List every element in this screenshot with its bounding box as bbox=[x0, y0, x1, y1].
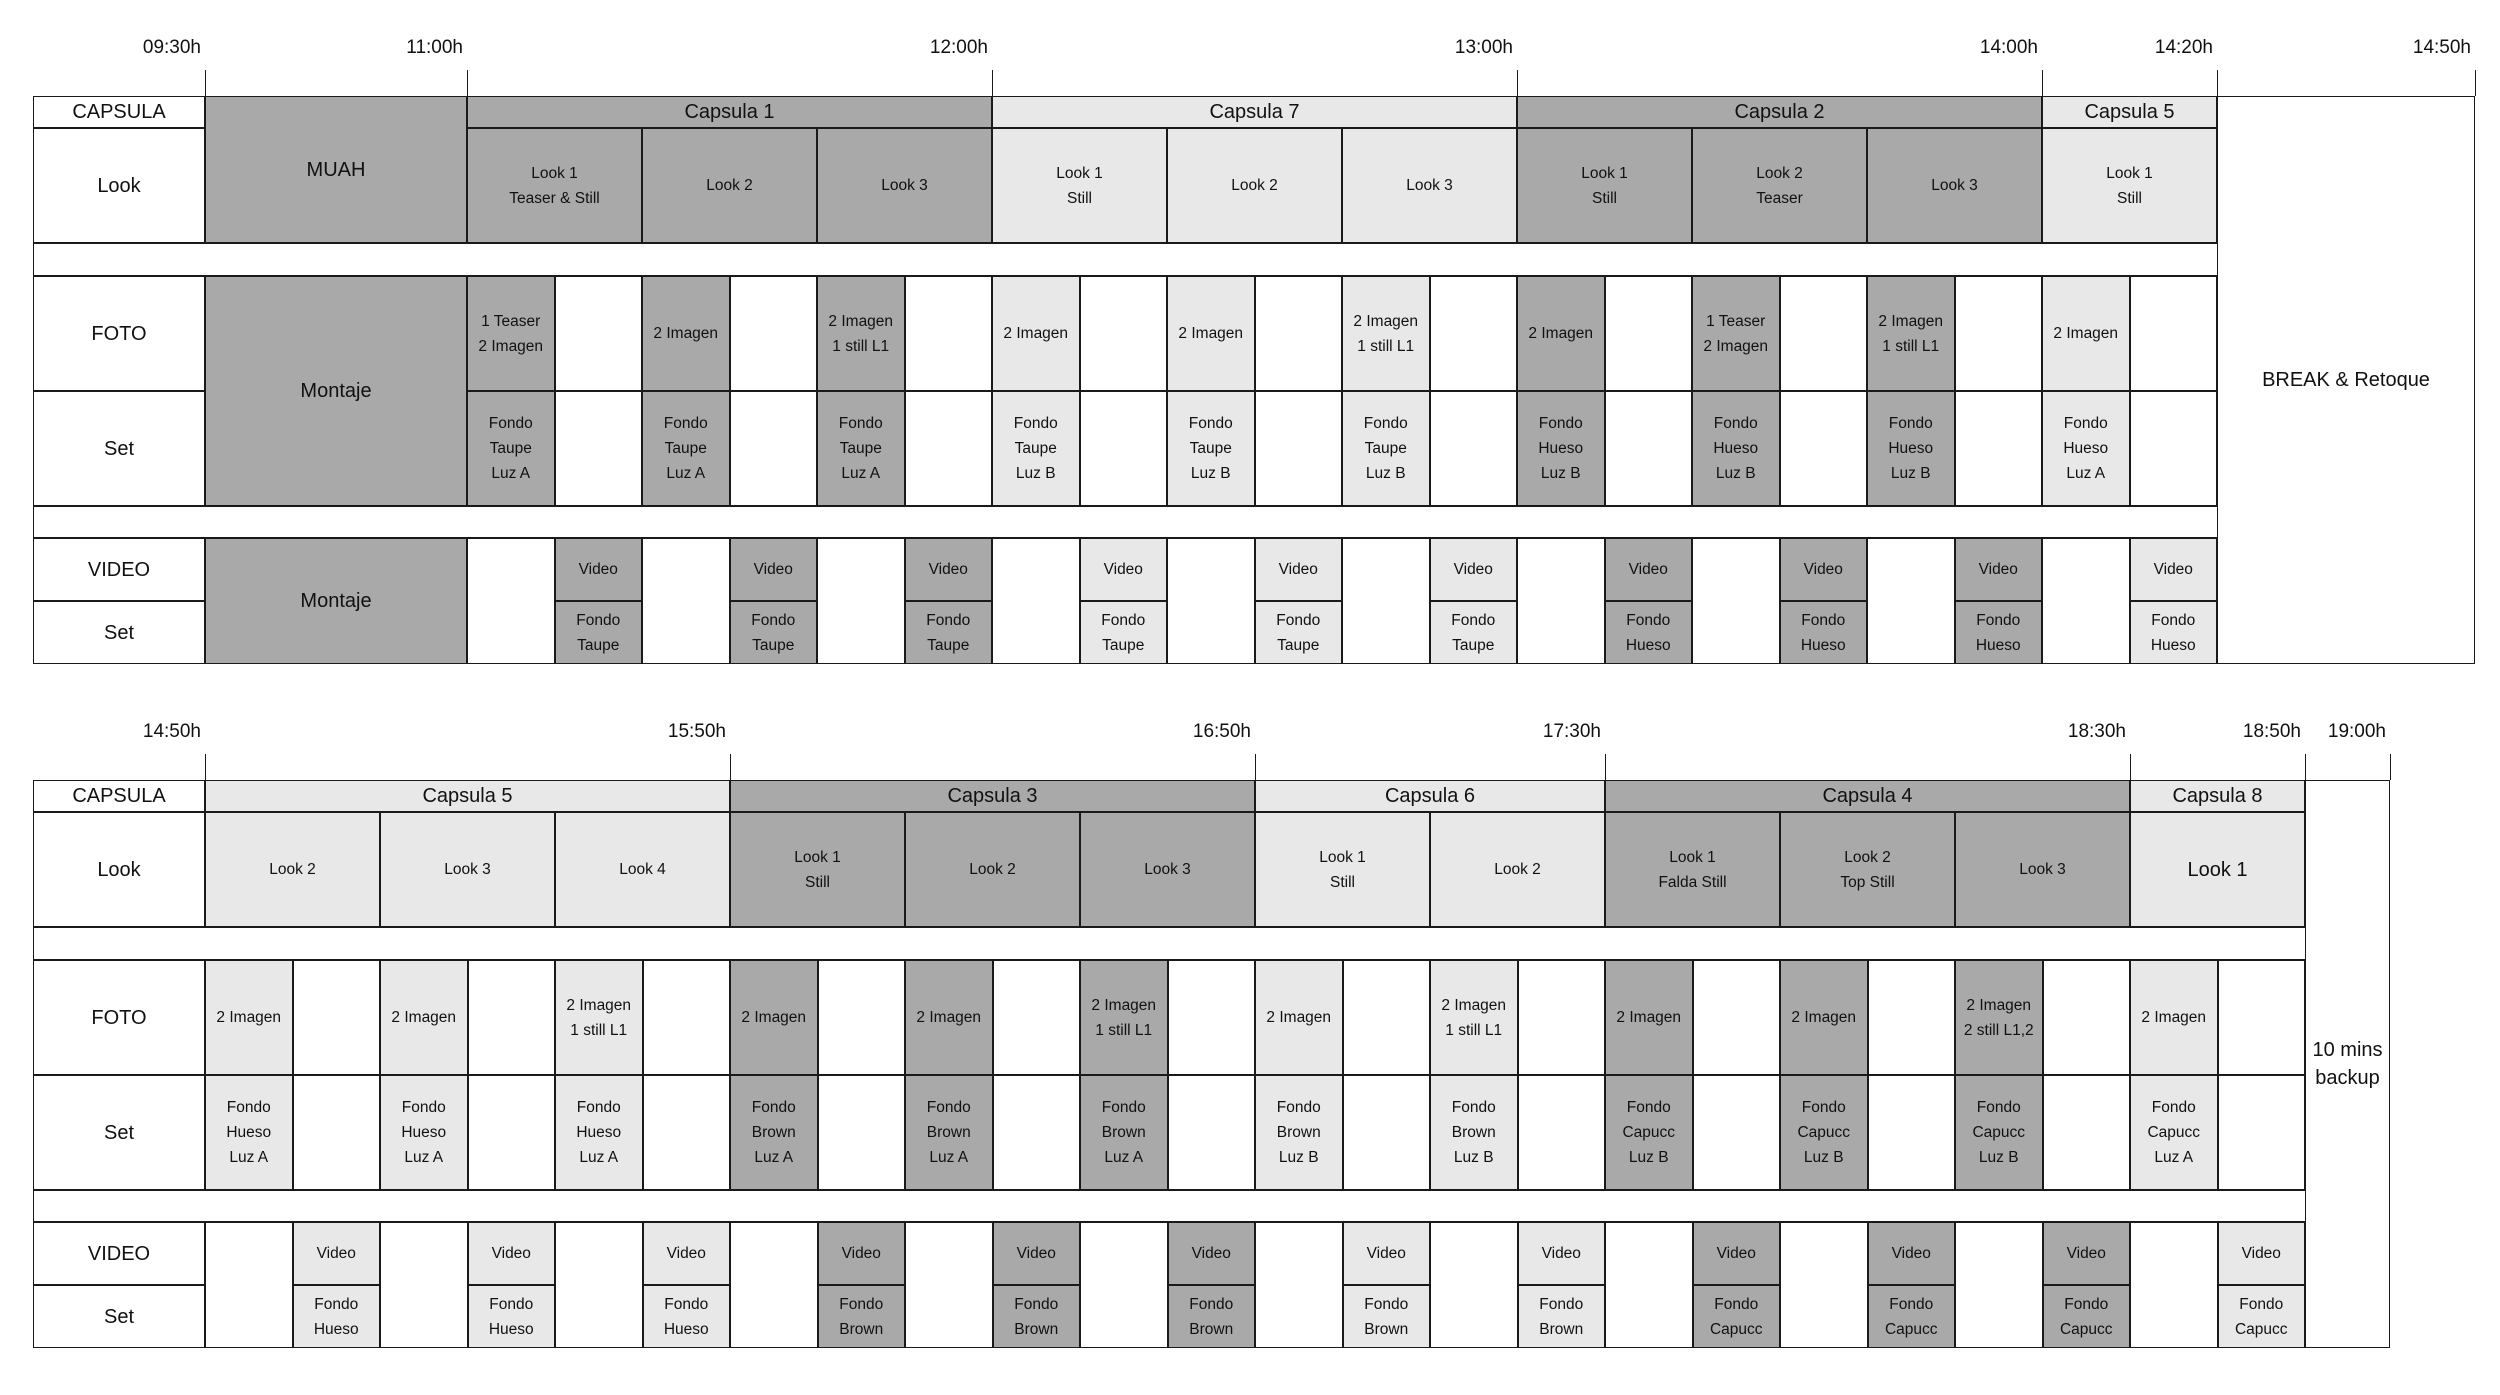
time-label: 11:00h bbox=[406, 37, 463, 58]
capsula-header: Capsula 1 bbox=[467, 96, 992, 128]
foto-set-gap bbox=[643, 1075, 731, 1190]
video-cell: Video bbox=[1168, 1222, 1256, 1285]
look-cell: Look 2 Teaser bbox=[1692, 128, 1867, 243]
video-gap bbox=[2042, 538, 2130, 664]
time-label: 17:30h bbox=[1542, 721, 1601, 742]
foto-cell: 2 Imagen bbox=[1255, 960, 1343, 1075]
time-tick bbox=[1605, 754, 1606, 780]
video-cell: Video bbox=[1518, 1222, 1606, 1285]
video-cell: Video bbox=[1080, 538, 1168, 601]
foto-cell: 2 Imagen 1 still L1 bbox=[1867, 276, 1955, 391]
backup-block: 10 mins backup bbox=[2305, 780, 2390, 1348]
video-cell: Video bbox=[905, 538, 993, 601]
foto-set-cell: Fondo Hueso Luz B bbox=[1867, 391, 1955, 506]
foto-gap bbox=[2218, 960, 2306, 1075]
foto-cell: 2 Imagen 1 still L1 bbox=[555, 960, 643, 1075]
video-cell: Video bbox=[1343, 1222, 1431, 1285]
foto-set-cell: Fondo Hueso Luz A bbox=[555, 1075, 643, 1190]
foto-set-cell: Fondo Hueso Luz B bbox=[1692, 391, 1780, 506]
video-cell: Video bbox=[1780, 538, 1868, 601]
foto-set-cell: Fondo Hueso Luz A bbox=[2042, 391, 2130, 506]
look-cell: Look 1 Still bbox=[2042, 128, 2217, 243]
row-label-video: VIDEO bbox=[33, 538, 205, 601]
look-cell: Look 1 bbox=[2130, 812, 2305, 927]
foto-set-cell: Fondo Taupe Luz A bbox=[467, 391, 555, 506]
look-cell: Look 2 bbox=[905, 812, 1080, 927]
look-cell: Look 1 Still bbox=[730, 812, 905, 927]
group-separator bbox=[33, 1190, 2390, 1222]
time-label: 14:50h bbox=[2412, 37, 2471, 58]
foto-set-cell: Fondo Capucc Luz A bbox=[2130, 1075, 2218, 1190]
video-cell: Video bbox=[1868, 1222, 1956, 1285]
video-set-cell: Fondo Taupe bbox=[555, 601, 643, 664]
video-set-cell: Fondo Brown bbox=[1168, 1285, 1256, 1348]
time-tick bbox=[730, 754, 731, 780]
foto-set-gap bbox=[1868, 1075, 1956, 1190]
foto-cell: 2 Imagen bbox=[1167, 276, 1255, 391]
time-label: 18:50h bbox=[2242, 721, 2301, 742]
row-label-video: VIDEO bbox=[33, 1222, 205, 1285]
video-cell: Video bbox=[818, 1222, 906, 1285]
time-tick bbox=[205, 754, 206, 780]
foto-cell: 2 Imagen bbox=[2042, 276, 2130, 391]
foto-gap bbox=[1955, 276, 2043, 391]
foto-set-cell: Fondo Hueso Luz A bbox=[205, 1075, 293, 1190]
capsula-header: Capsula 5 bbox=[205, 780, 730, 812]
look-cell: Look 2 bbox=[642, 128, 817, 243]
foto-gap bbox=[2130, 276, 2218, 391]
video-gap bbox=[2130, 1222, 2218, 1348]
foto-set-gap bbox=[1605, 391, 1693, 506]
foto-set-gap bbox=[905, 391, 993, 506]
foto-gap bbox=[643, 960, 731, 1075]
capsula-header: Capsula 4 bbox=[1605, 780, 2130, 812]
look-cell: Look 1 Teaser & Still bbox=[467, 128, 642, 243]
row-label-capsula: CAPSULA bbox=[33, 96, 205, 128]
foto-set-gap bbox=[1255, 391, 1343, 506]
video-set-cell: Fondo Brown bbox=[1343, 1285, 1431, 1348]
row-label-set: Set bbox=[33, 1285, 205, 1348]
time-tick bbox=[992, 70, 993, 96]
time-label: 09:30h bbox=[142, 37, 201, 58]
foto-set-gap bbox=[293, 1075, 381, 1190]
video-cell: Video bbox=[643, 1222, 731, 1285]
video-set-cell: Fondo Hueso bbox=[1955, 601, 2043, 664]
montaje-foto-block: Montaje bbox=[205, 276, 467, 506]
video-gap bbox=[905, 1222, 993, 1348]
video-set-cell: Fondo Brown bbox=[1518, 1285, 1606, 1348]
foto-cell: 2 Imagen bbox=[905, 960, 993, 1075]
look-cell: Look 3 bbox=[817, 128, 992, 243]
foto-cell: 2 Imagen bbox=[992, 276, 1080, 391]
foto-cell: 2 Imagen bbox=[1517, 276, 1605, 391]
row-label-set: Set bbox=[33, 1075, 205, 1190]
video-set-cell: Fondo Taupe bbox=[730, 601, 818, 664]
foto-cell: 2 Imagen 1 still L1 bbox=[817, 276, 905, 391]
foto-set-gap bbox=[1780, 391, 1868, 506]
video-cell: Video bbox=[1605, 538, 1693, 601]
foto-gap bbox=[818, 960, 906, 1075]
foto-gap bbox=[1868, 960, 1956, 1075]
time-label: 12:00h bbox=[929, 37, 988, 58]
look-cell: Look 1 Still bbox=[1255, 812, 1430, 927]
video-gap bbox=[730, 1222, 818, 1348]
foto-gap bbox=[1080, 276, 1168, 391]
time-tick bbox=[1517, 70, 1518, 96]
foto-cell: 1 Teaser 2 Imagen bbox=[467, 276, 555, 391]
video-set-cell: Fondo Hueso bbox=[1780, 601, 1868, 664]
video-cell: Video bbox=[468, 1222, 556, 1285]
video-set-cell: Fondo Hueso bbox=[1605, 601, 1693, 664]
group-separator bbox=[33, 506, 2475, 538]
foto-gap bbox=[1255, 276, 1343, 391]
foto-cell: 2 Imagen bbox=[642, 276, 730, 391]
video-cell: Video bbox=[730, 538, 818, 601]
video-cell: Video bbox=[1955, 538, 2043, 601]
time-label: 14:50h bbox=[142, 721, 201, 742]
foto-gap bbox=[993, 960, 1081, 1075]
foto-set-cell: Fondo Capucc Luz B bbox=[1780, 1075, 1868, 1190]
foto-gap bbox=[468, 960, 556, 1075]
video-set-cell: Fondo Brown bbox=[818, 1285, 906, 1348]
look-cell: Look 2 bbox=[1167, 128, 1342, 243]
foto-cell: 2 Imagen bbox=[1605, 960, 1693, 1075]
time-label: 14:20h bbox=[2154, 37, 2213, 58]
foto-set-cell: Fondo Hueso Luz A bbox=[380, 1075, 468, 1190]
time-label: 13:00h bbox=[1454, 37, 1513, 58]
time-label: 15:50h bbox=[667, 721, 726, 742]
foto-set-cell: Fondo Brown Luz A bbox=[1080, 1075, 1168, 1190]
foto-cell: 2 Imagen bbox=[205, 960, 293, 1075]
video-set-cell: Fondo Capucc bbox=[2218, 1285, 2306, 1348]
video-gap bbox=[467, 538, 555, 664]
foto-gap bbox=[555, 276, 643, 391]
time-tick bbox=[1255, 754, 1256, 780]
video-set-cell: Fondo Brown bbox=[993, 1285, 1081, 1348]
foto-set-gap bbox=[993, 1075, 1081, 1190]
row-label-set: Set bbox=[33, 391, 205, 506]
look-cell: Look 1 Falda Still bbox=[1605, 812, 1780, 927]
video-set-cell: Fondo Hueso bbox=[293, 1285, 381, 1348]
video-gap bbox=[1605, 1222, 1693, 1348]
time-tick bbox=[2217, 70, 2218, 96]
foto-cell: 2 Imagen bbox=[380, 960, 468, 1075]
break-block: BREAK & Retoque bbox=[2217, 96, 2475, 664]
foto-cell: 2 Imagen bbox=[1780, 960, 1868, 1075]
row-label-capsula: CAPSULA bbox=[33, 780, 205, 812]
video-gap bbox=[642, 538, 730, 664]
foto-gap bbox=[2043, 960, 2131, 1075]
time-tick bbox=[467, 70, 468, 96]
foto-gap bbox=[1780, 276, 1868, 391]
video-cell: Video bbox=[2218, 1222, 2306, 1285]
foto-set-gap bbox=[2043, 1075, 2131, 1190]
foto-set-cell: Fondo Capucc Luz B bbox=[1955, 1075, 2043, 1190]
video-cell: Video bbox=[2130, 538, 2218, 601]
foto-cell: 2 Imagen 2 still L1,2 bbox=[1955, 960, 2043, 1075]
row-label-set: Set bbox=[33, 601, 205, 664]
video-gap bbox=[1430, 1222, 1518, 1348]
video-cell: Video bbox=[555, 538, 643, 601]
time-tick bbox=[2475, 70, 2476, 96]
foto-set-gap bbox=[1080, 391, 1168, 506]
foto-set-gap bbox=[1343, 1075, 1431, 1190]
foto-gap bbox=[905, 276, 993, 391]
video-gap bbox=[555, 1222, 643, 1348]
capsula-header: Capsula 2 bbox=[1517, 96, 2042, 128]
foto-set-gap bbox=[468, 1075, 556, 1190]
video-gap bbox=[1780, 1222, 1868, 1348]
foto-set-gap bbox=[1430, 391, 1518, 506]
group-separator bbox=[33, 927, 2390, 960]
look-cell: Look 2 bbox=[205, 812, 380, 927]
montaje-video-block: Montaje bbox=[205, 538, 467, 664]
look-cell: Look 4 bbox=[555, 812, 730, 927]
time-tick bbox=[2305, 754, 2306, 780]
video-set-cell: Fondo Capucc bbox=[1868, 1285, 1956, 1348]
foto-set-cell: Fondo Brown Luz B bbox=[1255, 1075, 1343, 1190]
video-gap bbox=[1167, 538, 1255, 664]
foto-gap bbox=[1430, 276, 1518, 391]
group-separator bbox=[33, 243, 2475, 276]
foto-gap bbox=[293, 960, 381, 1075]
foto-set-cell: Fondo Hueso Luz B bbox=[1517, 391, 1605, 506]
foto-gap bbox=[1693, 960, 1781, 1075]
foto-set-cell: Fondo Taupe Luz A bbox=[642, 391, 730, 506]
video-gap bbox=[1955, 1222, 2043, 1348]
time-label: 14:00h bbox=[1979, 37, 2038, 58]
row-label-foto: FOTO bbox=[33, 276, 205, 391]
capsula-header: Capsula 5 bbox=[2042, 96, 2217, 128]
foto-set-cell: Fondo Brown Luz A bbox=[730, 1075, 818, 1190]
video-set-cell: Fondo Taupe bbox=[1430, 601, 1518, 664]
video-set-cell: Fondo Taupe bbox=[1255, 601, 1343, 664]
foto-gap bbox=[1168, 960, 1256, 1075]
video-cell: Video bbox=[1693, 1222, 1781, 1285]
video-set-cell: Fondo Capucc bbox=[1693, 1285, 1781, 1348]
time-tick bbox=[2390, 754, 2391, 780]
video-gap bbox=[1342, 538, 1430, 664]
video-cell: Video bbox=[293, 1222, 381, 1285]
row-label-look: Look bbox=[33, 128, 205, 243]
time-tick bbox=[2130, 754, 2131, 780]
foto-cell: 2 Imagen bbox=[730, 960, 818, 1075]
foto-set-cell: Fondo Taupe Luz B bbox=[992, 391, 1080, 506]
foto-cell: 1 Teaser 2 Imagen bbox=[1692, 276, 1780, 391]
video-gap bbox=[1692, 538, 1780, 664]
foto-set-cell: Fondo Brown Luz B bbox=[1430, 1075, 1518, 1190]
video-set-cell: Fondo Taupe bbox=[905, 601, 993, 664]
foto-set-gap bbox=[1955, 391, 2043, 506]
video-set-cell: Fondo Capucc bbox=[2043, 1285, 2131, 1348]
foto-set-cell: Fondo Capucc Luz B bbox=[1605, 1075, 1693, 1190]
foto-cell: 2 Imagen 1 still L1 bbox=[1342, 276, 1430, 391]
muah-block: MUAH bbox=[205, 96, 467, 243]
video-gap bbox=[1517, 538, 1605, 664]
look-cell: Look 2 Top Still bbox=[1780, 812, 1955, 927]
foto-cell: 2 Imagen 1 still L1 bbox=[1430, 960, 1518, 1075]
capsula-header: Capsula 3 bbox=[730, 780, 1255, 812]
capsula-header: Capsula 6 bbox=[1255, 780, 1605, 812]
look-cell: Look 1 Still bbox=[992, 128, 1167, 243]
video-gap bbox=[1080, 1222, 1168, 1348]
look-cell: Look 3 bbox=[380, 812, 555, 927]
video-set-cell: Fondo Taupe bbox=[1080, 601, 1168, 664]
video-cell: Video bbox=[1430, 538, 1518, 601]
time-tick bbox=[2042, 70, 2043, 96]
foto-set-gap bbox=[730, 391, 818, 506]
time-tick bbox=[205, 70, 206, 96]
look-cell: Look 1 Still bbox=[1517, 128, 1692, 243]
foto-cell: 2 Imagen 1 still L1 bbox=[1080, 960, 1168, 1075]
look-cell: Look 3 bbox=[1080, 812, 1255, 927]
video-gap bbox=[205, 1222, 293, 1348]
foto-set-gap bbox=[1518, 1075, 1606, 1190]
foto-gap bbox=[1343, 960, 1431, 1075]
time-label: 16:50h bbox=[1192, 721, 1251, 742]
foto-gap bbox=[730, 276, 818, 391]
foto-set-gap bbox=[2218, 1075, 2306, 1190]
video-gap bbox=[1255, 1222, 1343, 1348]
foto-gap bbox=[1605, 276, 1693, 391]
row-label-look: Look bbox=[33, 812, 205, 927]
time-label: 18:30h bbox=[2067, 721, 2126, 742]
video-gap bbox=[1867, 538, 1955, 664]
foto-gap bbox=[1518, 960, 1606, 1075]
foto-set-gap bbox=[2130, 391, 2218, 506]
foto-set-gap bbox=[818, 1075, 906, 1190]
video-gap bbox=[380, 1222, 468, 1348]
foto-set-cell: Fondo Taupe Luz B bbox=[1167, 391, 1255, 506]
look-cell: Look 3 bbox=[1342, 128, 1517, 243]
video-gap bbox=[992, 538, 1080, 664]
video-cell: Video bbox=[1255, 538, 1343, 601]
look-cell: Look 3 bbox=[1867, 128, 2042, 243]
look-cell: Look 3 bbox=[1955, 812, 2130, 927]
video-cell: Video bbox=[993, 1222, 1081, 1285]
foto-set-cell: Fondo Taupe Luz B bbox=[1342, 391, 1430, 506]
video-set-cell: Fondo Hueso bbox=[643, 1285, 731, 1348]
video-set-cell: Fondo Hueso bbox=[468, 1285, 556, 1348]
video-cell: Video bbox=[2043, 1222, 2131, 1285]
foto-set-gap bbox=[1168, 1075, 1256, 1190]
capsula-header: Capsula 8 bbox=[2130, 780, 2305, 812]
video-gap bbox=[817, 538, 905, 664]
foto-set-gap bbox=[1693, 1075, 1781, 1190]
foto-set-gap bbox=[555, 391, 643, 506]
foto-set-cell: Fondo Brown Luz A bbox=[905, 1075, 993, 1190]
foto-cell: 2 Imagen bbox=[2130, 960, 2218, 1075]
row-label-foto: FOTO bbox=[33, 960, 205, 1075]
foto-set-cell: Fondo Taupe Luz A bbox=[817, 391, 905, 506]
time-label: 19:00h bbox=[2327, 721, 2386, 742]
look-cell: Look 2 bbox=[1430, 812, 1605, 927]
capsula-header: Capsula 7 bbox=[992, 96, 1517, 128]
video-set-cell: Fondo Hueso bbox=[2130, 601, 2218, 664]
